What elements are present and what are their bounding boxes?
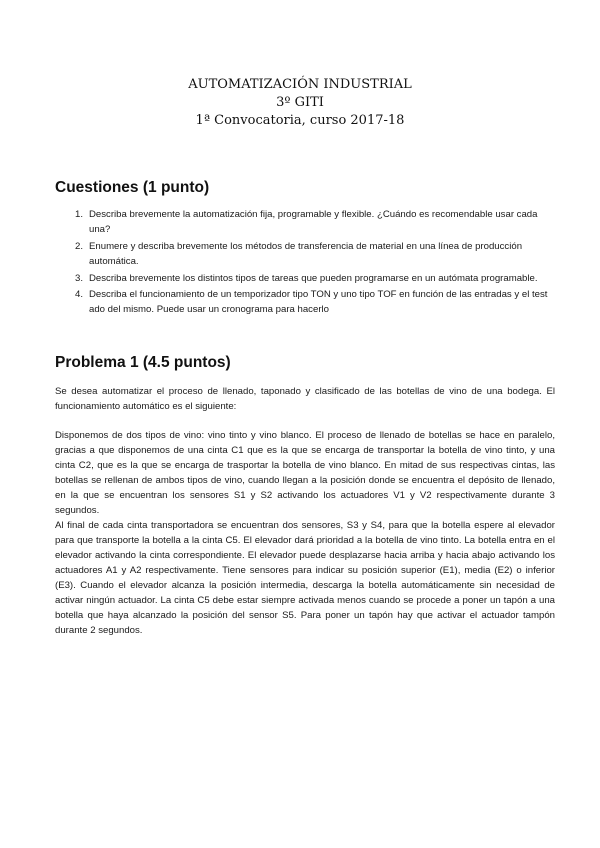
question-item — [75, 239, 555, 269]
question-text: Describa brevemente los distintos tipos de tareas que pueden programarse en un autómata programable. — [89, 272, 538, 284]
question-list — [75, 207, 555, 319]
exam-session: 1ª Convocatoria, curso 2017-18 — [195, 113, 405, 128]
question-number: 3. — [75, 272, 84, 284]
question-item — [75, 271, 555, 286]
question-number: 2. — [75, 240, 84, 252]
problem-intro-paragraph: Se desea automatizar el proceso de llenado, taponado y clasificado de las botellas de vino de una bodega. El funcionamiento automático es el siguiente: — [55, 386, 555, 412]
course-title: AUTOMATIZACIÓN INDUSTRIAL — [188, 77, 412, 92]
cuestiones-heading: Cuestiones (1 punto) — [55, 179, 210, 196]
problem-filling-paragraph: Disponemos de dos tipos de vino: vino tinto y vino blanco. El proceso de llenado de botellas se hace en paralelo, gracias a que disponemos de una cinta C1 que es la que se encarga de transportar la botella de vino tinto, y una cinta C2, que es la que se encarga de trasportar la botella de vino blanco. En mitad de sus respectivas cintas, las botellas se rellenan de ambos tipos de vino, cuando llegan a la posición donde se encuentra el depósito de llenado, en la que se encuentran los sensores S1 y S2 activando los actuadores V1 y V2 respectivamente durante 3 segundos. — [55, 430, 555, 516]
document-header — [0, 76, 600, 130]
course-year: 3º GITI — [276, 95, 324, 110]
problema-heading: Problema 1 (4.5 puntos) — [55, 354, 231, 371]
problem-elevator-paragraph: Al final de cada cinta transportadora se encuentran dos sensores, S3 y S4, para que la botella espere al elevador para que transporte la botella a la cinta C5. El elevador dará prioridad a la botella de vino tinto. La botella entra en el elevador activando la cinta correspondiente. El elevador puede desplazarse hacia arriba y hacia abajo activando los actuadores A1 y A2 respectivamente. Tiene sensores para indicar su posición superior (E1), media (E2) o inferior (E3). Cuando el elevador alcanza la posición intermedia, descarga la botella automáticamente sin necesidad de activar ningún actuador. La cinta C5 debe estar siempre activada menos cuando se procede a poner un tapón a una botella que haya alcanzado la posición del sensor S5. Para poner un tapón hay que activar el actuador tampón durante 2 segundos. — [55, 520, 555, 636]
question-number: 1. — [75, 209, 84, 220]
question-text: Describa el funcionamiento de un temporizador tipo TON y uno tipo TOF en función de las entradas y el test ado del mismo. Puede usar un cronograma para hacerlo — [89, 289, 548, 316]
question-item — [75, 287, 555, 317]
question-text: Describa brevemente la automatización fija, programable y flexible. ¿Cuándo es recomendable usar cada una? — [89, 209, 538, 235]
question-number: 4. — [75, 289, 84, 301]
question-text: Enumere y describa brevemente los métodos de transferencia de material en una línea de producción automática. — [89, 240, 523, 267]
question-item — [75, 207, 555, 237]
